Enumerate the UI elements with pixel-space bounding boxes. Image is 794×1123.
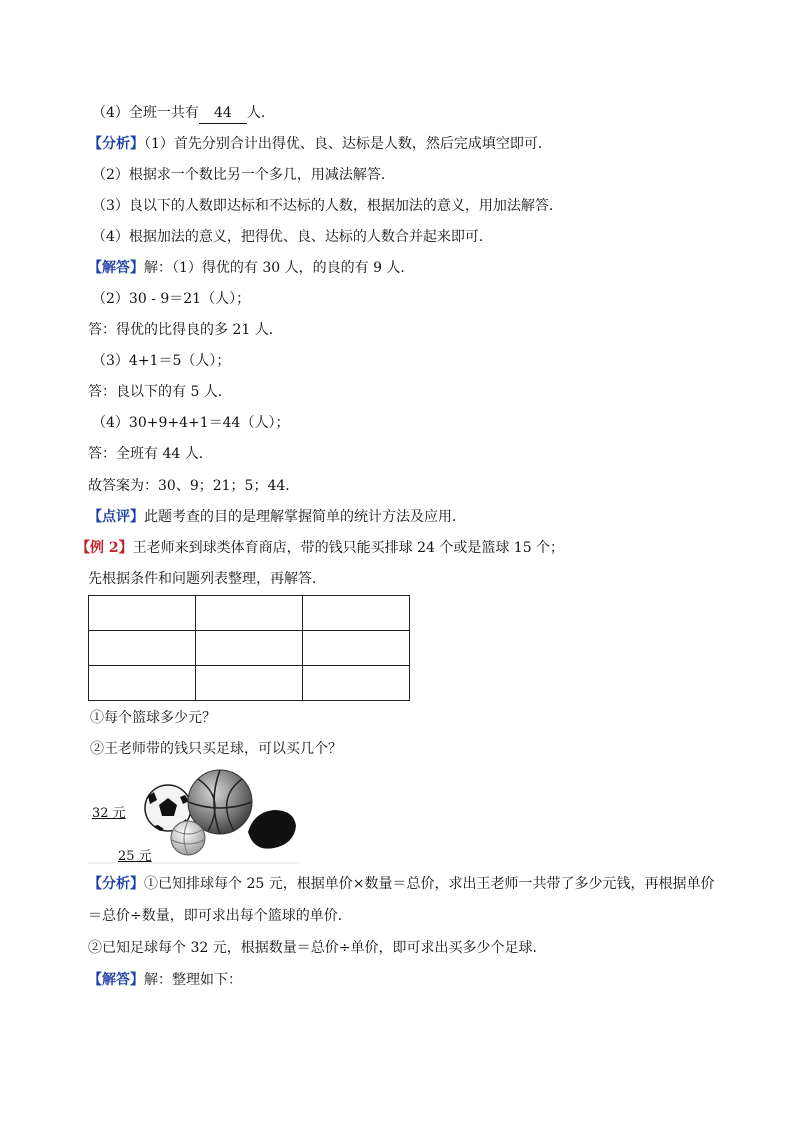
blank-table: [88, 595, 410, 701]
analysis-tag: 【分析】: [88, 876, 144, 892]
analysis-tag: 【分析】: [88, 136, 144, 152]
solution-1-line-4: （3）4+1＝5（人）；: [92, 353, 231, 369]
comment-tag: 【点评】: [88, 509, 144, 525]
analysis-2-line-3: ②已知足球每个 32 元，根据数量＝总价÷单价，即可求出买多少个足球．: [88, 940, 547, 956]
example-tag: 【例 2】: [76, 540, 133, 556]
price-football-label: 32 元: [92, 806, 126, 821]
solution-1-line-3: 答：得优的比得良的多 21 人．: [88, 322, 283, 338]
solution-1-line-1: 【解答】解：（1）得优的有 30 人，的良的有 9 人．: [88, 260, 415, 276]
q4-answer-blank: 44: [199, 103, 247, 124]
table-cell: [196, 631, 303, 666]
balls-picture: [88, 768, 300, 864]
table-cell: [89, 596, 196, 631]
table-cell: [303, 666, 410, 701]
rugby-ball-icon: [248, 810, 296, 849]
table-cell: [303, 631, 410, 666]
solution-tag: 【解答】: [88, 260, 144, 276]
volleyball-icon: [171, 821, 205, 855]
analysis-2-line-2: ＝总价÷数量，即可求出每个篮球的单价．: [88, 908, 352, 924]
table-row: [89, 631, 410, 666]
solution-1-line-7: 答：全班有 44 人．: [88, 446, 213, 462]
analysis-2-line-1: 【分析】①已知排球每个 25 元，根据单价×数量＝总价，求出王老师一共带了多少元钱，再根据单价: [88, 876, 715, 892]
table-cell: [303, 596, 410, 631]
q4-line: （4）全班一共有 44 人．: [92, 103, 275, 124]
solution-1-line-6: （4）30+9+4+1＝44（人）；: [92, 415, 290, 431]
table-row: [89, 596, 410, 631]
question-2: ②王老师带的钱只买足球，可以买几个？: [90, 741, 342, 757]
analysis-1-line-1: 【分析】（1）首先分别合计出得优、良、达标是人数，然后完成填空即可．: [88, 136, 552, 152]
comment-1-line: 【点评】此题考查的目的是理解掌握简单的统计方法及应用．: [88, 509, 466, 525]
analysis-1-line-3: （3）良以下的人数即达标和不达标的人数，根据加法的意义，用加法解答．: [92, 198, 563, 214]
solution-1-line-5: 答：良以下的有 5 人．: [88, 384, 232, 400]
example-2-sub: 先根据条件和问题列表整理，再解答．: [88, 571, 326, 587]
analysis-1-line-2: （2）根据求一个数比另一个多几，用减法解答．: [92, 167, 395, 183]
example-2-line: 【例 2】王老师来到球类体育商店，带的钱只能买排球 24 个或是篮球 15 个；: [76, 540, 565, 556]
solution-2-line: 【解答】解：整理如下：: [88, 972, 242, 988]
table-cell: [89, 666, 196, 701]
solution-1-line-8: 故答案为：30、9；21；5；44．: [88, 478, 300, 494]
table-row: [89, 666, 410, 701]
table-cell: [196, 596, 303, 631]
solution-tag: 【解答】: [88, 972, 144, 988]
question-1: ①每个篮球多少元？: [90, 710, 216, 726]
price-volleyball-label: 25 元: [118, 849, 152, 864]
solution-1-line-2: （2）30 - 9＝21（人）；: [92, 291, 251, 307]
table-cell: [196, 666, 303, 701]
analysis-1-line-4: （4）根据加法的意义，把得优、良、达标的人数合并起来即可．: [92, 229, 493, 245]
table-cell: [89, 631, 196, 666]
